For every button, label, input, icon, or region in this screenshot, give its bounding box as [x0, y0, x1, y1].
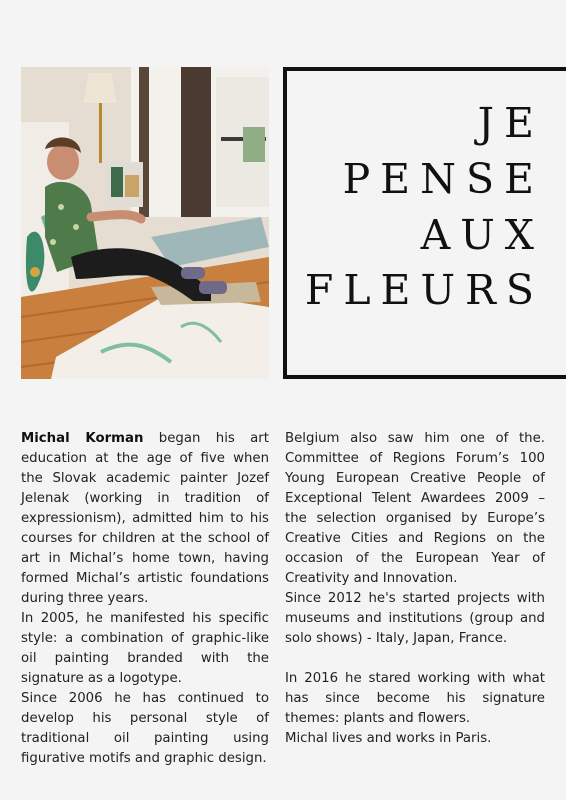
title-line: AUX [420, 211, 544, 259]
artist-name: Michal Korman [21, 431, 144, 446]
title-box [283, 67, 566, 379]
biography-column-right [285, 429, 545, 749]
artist-photo [21, 67, 269, 379]
biography-paragraph: Since 2006 he has continued to develop his personal style of traditional oil painting using figurative motifs and graphic design. [21, 691, 269, 766]
biography-paragraph [21, 429, 269, 609]
biography-paragraph: Since 2012 he's started projects with museums and institutions (group and solo shows) - Italy, Japan, France. [285, 591, 545, 646]
biography-paragraph: Michal lives and works in Paris. [285, 731, 492, 746]
biography-text: began his art education at the age of five when the Slovak academic painter Jozef Jelenak (working in tradition of expressionism), admitted him to his courses for children at the school of art in Michal’s home town, having formed Michal’s artistic foundations during three years. [21, 431, 269, 606]
biography-paragraph: Belgium also saw him one of the. Committee of Regions Forum’s 100 Young European Creative People of Exceptional Telent Awardees 2009 – the selection organised by Europe’s Creative Cities and Regions on the occasion of the European Year of Creativity and Innovation. [285, 431, 545, 586]
artist-photo-illustration [21, 67, 269, 379]
title-line: FLEURS [304, 266, 544, 314]
biography-paragraph: In 2016 he stared working with what has since become his signature themes: plants and flowers. [285, 671, 545, 726]
title-line: PENSE [342, 155, 544, 203]
biography-column-left [21, 429, 269, 769]
biography-paragraph: In 2005, he manifested his specific style: a combination of graphic-like oil painting branded with the signature as a logotype. [21, 611, 269, 686]
paragraph-spacer [285, 649, 545, 669]
title-line: JE [477, 99, 544, 147]
